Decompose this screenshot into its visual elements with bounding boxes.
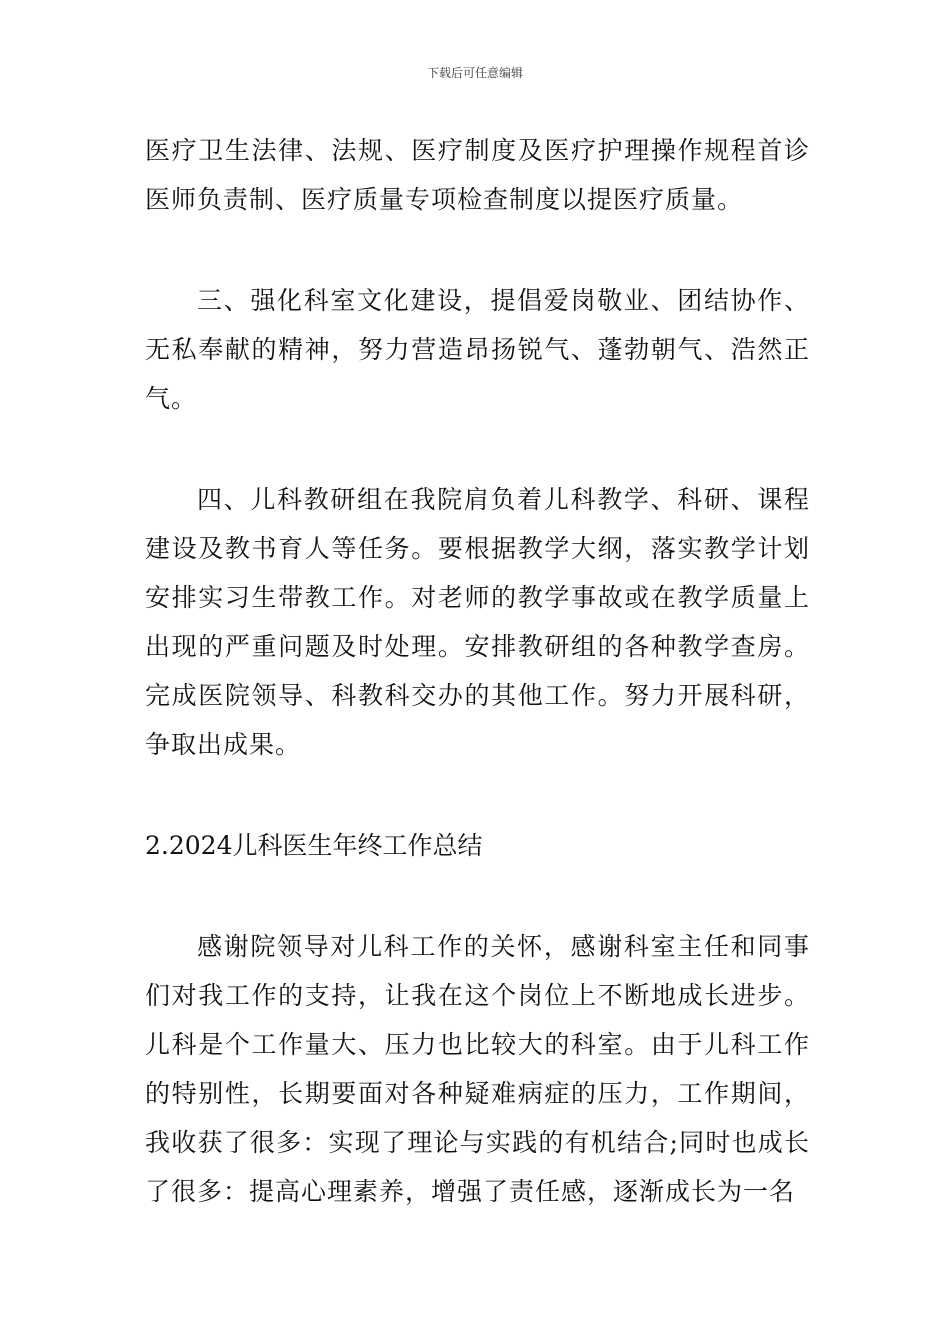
section-heading: 2.2024儿科医生年终工作总结 bbox=[145, 831, 483, 860]
paragraph-medical-regulations: 医疗卫生法律、法规、医疗制度及医疗护理操作规程首诊医师负责制、医疗质量专项检查制度以提医疗质量。 bbox=[145, 136, 810, 214]
paragraph-teaching-research: 四、儿科教研组在我院肩负着儿科教学、科研、课程建设及教书育人等任务。要根据教学大纲，落实教学计划安排实习生带教工作。对老师的教学事故或在教学质量上出现的严重问题及时处理。安排教研组的各种教学查房。完成医院领导、科教科交办的其他工作。努力开展科研，争取出成果。 bbox=[145, 485, 810, 759]
document-body bbox=[145, 126, 810, 1216]
page-header: 下载后可任意编辑 bbox=[426, 66, 523, 80]
paragraph-year-end-summary: 感谢院领导对儿科工作的关怀，感谢科室主任和同事们对我工作的支持，让我在这个岗位上不断地成长进步。儿科是个工作量大、压力也比较大的科室。由于儿科工作的特别性，长期要面对各种疑难病症的压力，工作期间，我收获了很多：实现了理论与实践的有机结合;同时也成长了很多：提高心理素养，增强了责任感，逐渐成长为一名 bbox=[145, 932, 810, 1206]
paragraph-department-culture: 三、强化科室文化建设，提倡爱岗敬业、团结协作、无私奉献的精神，努力营造昂扬锐气、蓬勃朝气、浩然正气。 bbox=[145, 286, 810, 413]
